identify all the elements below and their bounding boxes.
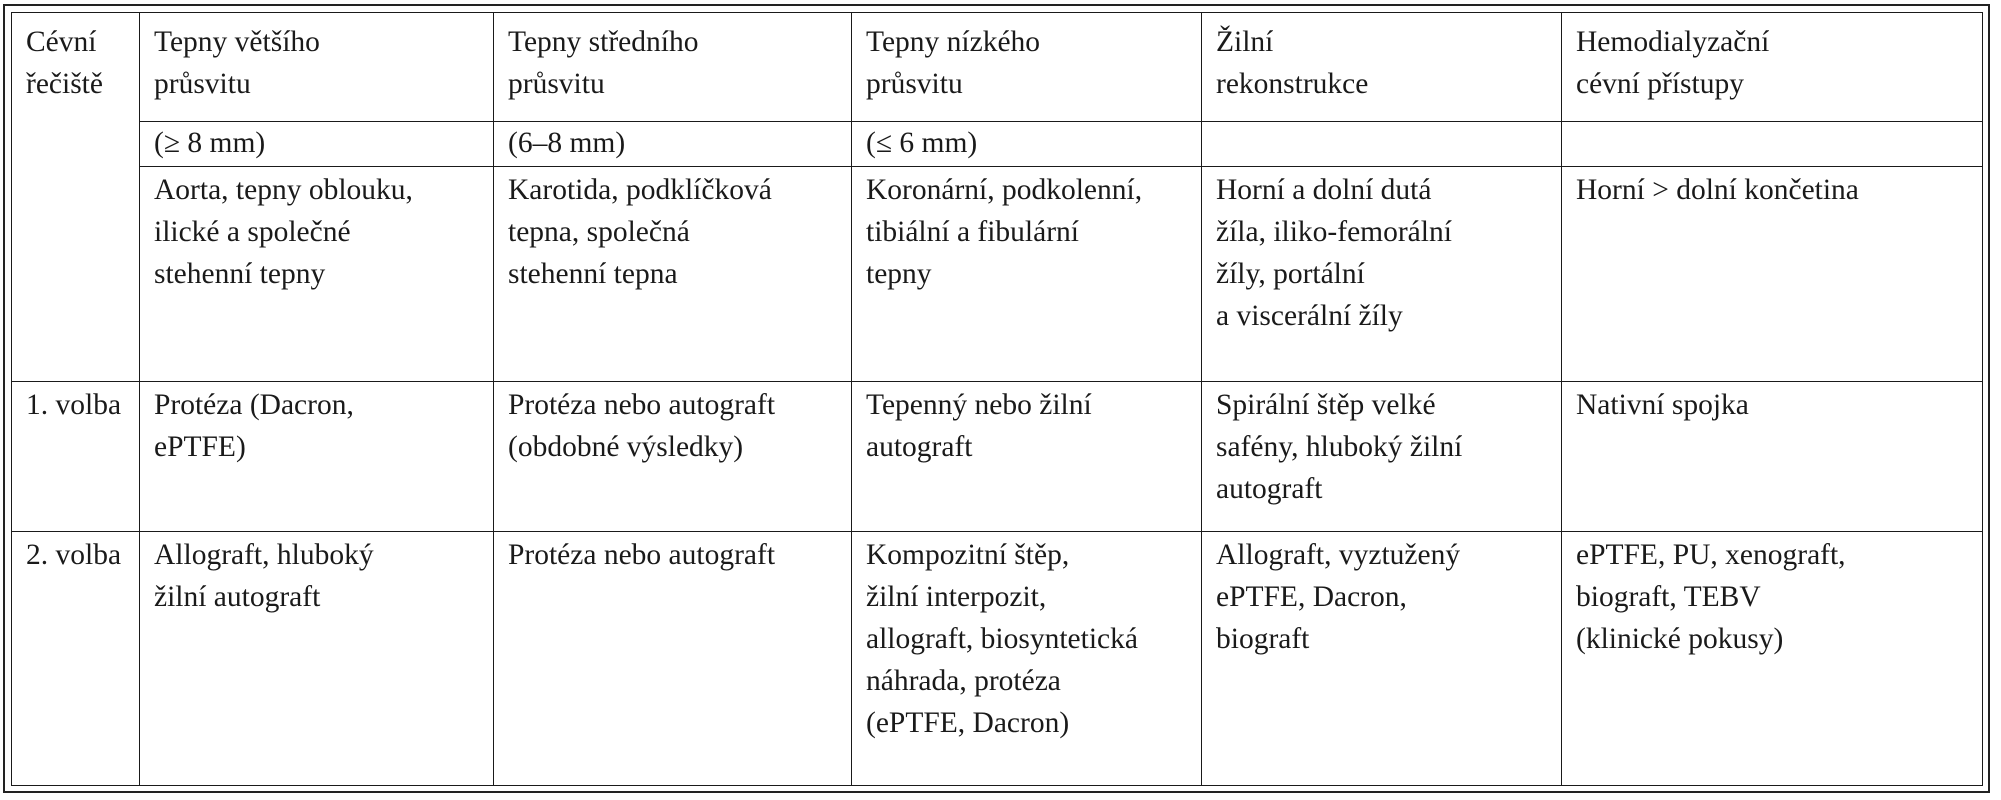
- size-value: (≥ 8 mm): [154, 127, 266, 159]
- column-header-cell: [1202, 13, 1562, 122]
- column-header-cell: [494, 13, 852, 122]
- examples-text: Koronární, podkolenní, tibiální a fibulární tepny: [866, 174, 1143, 290]
- second-choice-cell: [852, 532, 1202, 786]
- first-choice-cell: [494, 382, 852, 532]
- first-choice-row: [12, 382, 1983, 532]
- first-choice-text: Protéza (Dacron, ePTFE): [154, 389, 354, 463]
- graft-selection-table: [11, 12, 1983, 786]
- column-header-cell: [140, 13, 494, 122]
- size-value: (≤ 6 mm): [866, 127, 978, 159]
- corner-header-cell: [12, 13, 140, 382]
- size-cell: [140, 122, 494, 167]
- second-choice-cell: [1562, 532, 1983, 786]
- header-row: [12, 13, 1983, 122]
- examples-row: [12, 167, 1983, 382]
- examples-cell: [494, 167, 852, 382]
- examples-cell: [140, 167, 494, 382]
- column-header-cell: [852, 13, 1202, 122]
- second-choice-cell: [1202, 532, 1562, 786]
- size-cell: [1562, 122, 1983, 167]
- second-choice-text: Kompozitní štěp, žilní interpozit, allograft, biosyntetická náhrada, protéza (ePTFE, Dacron): [866, 539, 1138, 739]
- first-choice-text: Tepenný nebo žilní autograft: [866, 389, 1092, 463]
- size-row: [12, 122, 1983, 167]
- first-choice-text: Protéza nebo autograft (obdobné výsledky): [508, 389, 776, 463]
- first-choice-cell: [852, 382, 1202, 532]
- column-header-cell: [1562, 13, 1983, 122]
- first-choice-text: Spirální štěp velké safény, hluboký žilní autograft: [1216, 389, 1463, 505]
- first-choice-text: Nativní spojka: [1576, 389, 1749, 421]
- row-label-cell: [12, 382, 140, 532]
- second-choice-text: Protéza nebo autograft: [508, 539, 776, 571]
- examples-cell: [852, 167, 1202, 382]
- size-value: (6–8 mm): [508, 127, 626, 159]
- first-choice-cell: [140, 382, 494, 532]
- size-cell: [1202, 122, 1562, 167]
- column-header: Tepny nízkého průsvitu: [866, 26, 1041, 100]
- second-choice-text: Allograft, hluboký žilní autograft: [154, 539, 374, 613]
- examples-cell: [1202, 167, 1562, 382]
- second-choice-text: Allograft, vyztužený ePTFE, Dacron, biograft: [1216, 539, 1461, 655]
- examples-text: Horní a dolní dutá žíla, iliko-femorální žíly, portální a viscerální žíly: [1216, 174, 1452, 332]
- examples-cell: [1562, 167, 1983, 382]
- size-cell: [494, 122, 852, 167]
- first-choice-cell: [1562, 382, 1983, 532]
- row-label: 1. volba: [26, 389, 122, 421]
- examples-text: Horní > dolní končetina: [1576, 174, 1859, 206]
- column-header: Žilní rekonstrukce: [1216, 26, 1369, 100]
- size-cell: [852, 122, 1202, 167]
- second-choice-row: [12, 532, 1983, 786]
- column-header: Tepny středního průsvitu: [508, 26, 699, 100]
- column-header: Tepny většího průsvitu: [154, 26, 320, 100]
- row-label-cell: [12, 532, 140, 786]
- column-header: Hemodialyzační cévní přístupy: [1576, 26, 1770, 100]
- second-choice-cell: [494, 532, 852, 786]
- examples-text: Karotida, podklíčková tepna, společná stehenní tepna: [508, 174, 772, 290]
- second-choice-cell: [140, 532, 494, 786]
- first-choice-cell: [1202, 382, 1562, 532]
- second-choice-text: ePTFE, PU, xenograft, biograft, TEBV (klinické pokusy): [1576, 539, 1846, 655]
- examples-text: Aorta, tepny oblouku, ilické a společné stehenní tepny: [154, 174, 413, 290]
- row-label: 2. volba: [26, 539, 122, 571]
- corner-header: Cévní řečiště: [26, 26, 103, 100]
